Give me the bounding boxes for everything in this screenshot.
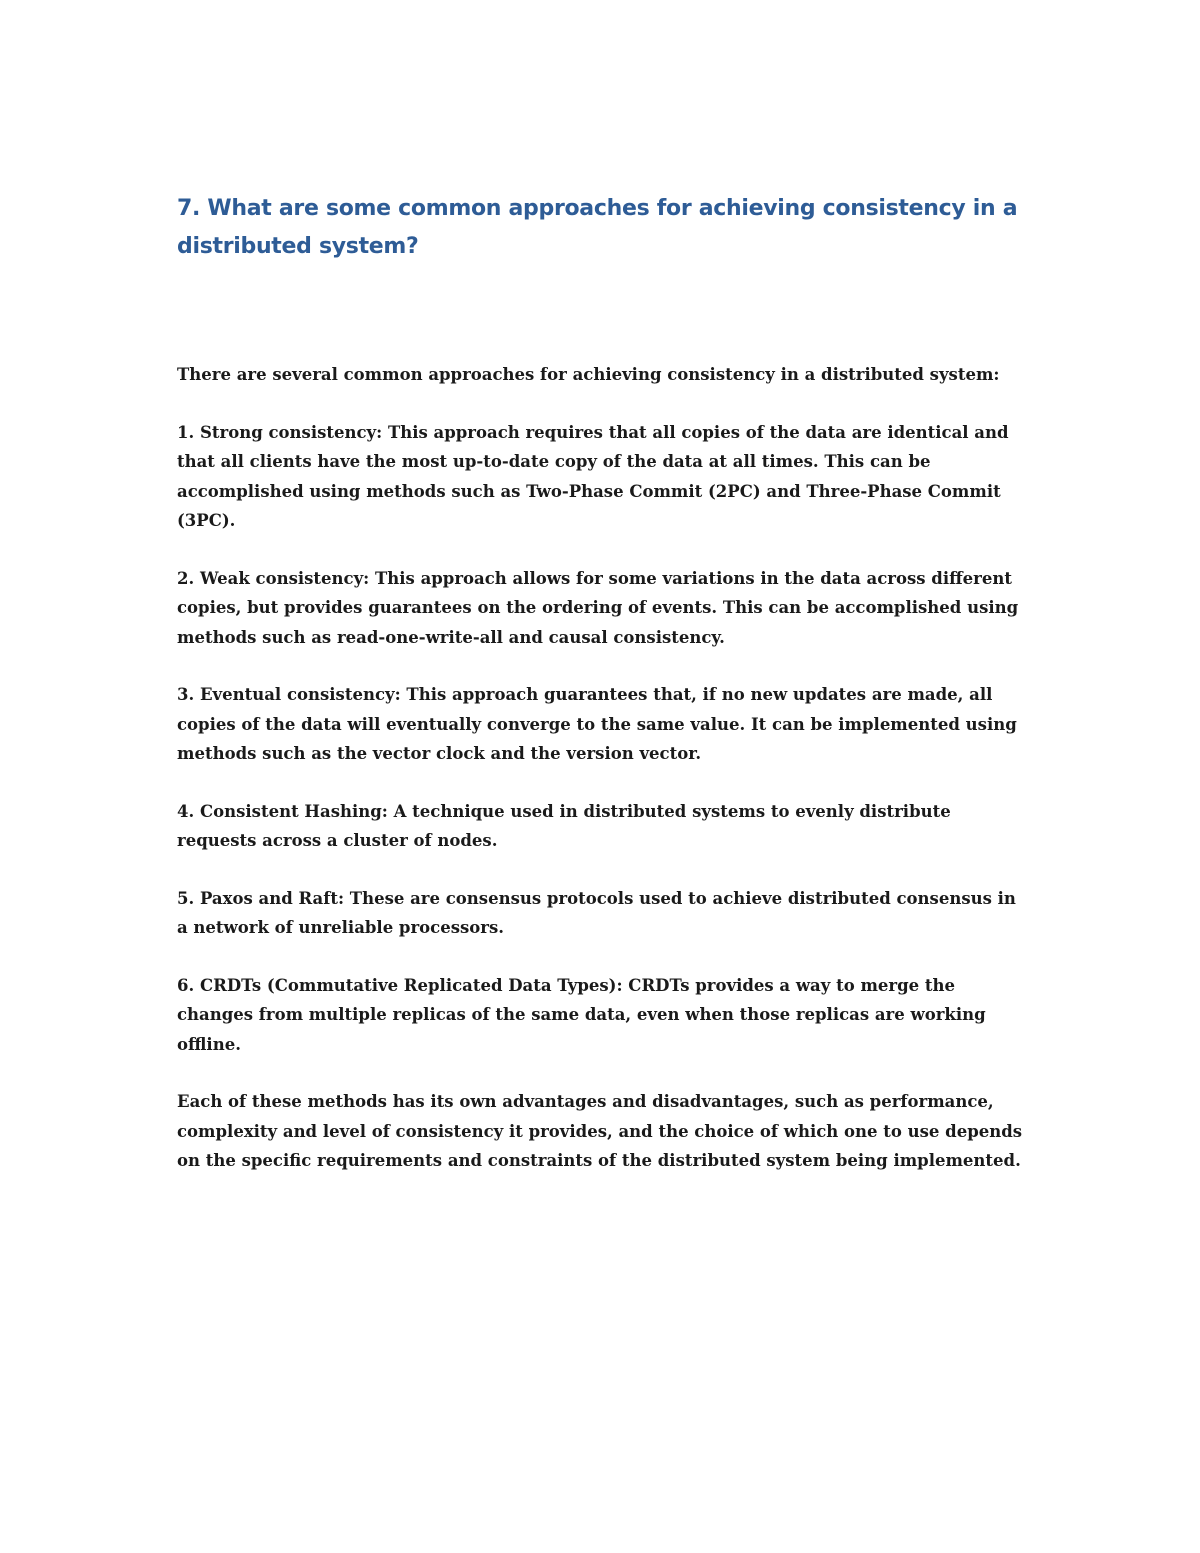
conclusion-paragraph: Each of these methods has its own advantages and disadvantages, such as performance, complexity and level of consistency it provides, and the choice of which one to use depends on the specific requirements and constraints of the distributed system being implemented. [177,1092,1023,1170]
list-item-consistent-hashing: 4. Consistent Hashing: A technique used in distributed systems to evenly distribute requests across a cluster of nodes. [177,801,951,850]
list-item-eventual-consistency: 3. Eventual consistency: This approach guarantees that, if no new updates are made, all copies of the data will eventually converge to the same value. It can be implemented using methods such as the vector clock and the version vector. [177,685,1017,763]
list-item-weak-consistency: 2. Weak consistency: This approach allows for some variations in the data across different copies, but provides guarantees on the ordering of events. This can be accomplished using methods such as read-one-write-all and causal consistency. [177,568,1019,647]
intro-paragraph: There are several common approaches for achieving consistency in a distributed system: [177,365,1000,384]
question-heading: 7. What are some common approaches for achieving consistency in a distributed system? [177,196,1018,259]
answer-body [177,360,1027,1176]
document-content [177,190,1027,1204]
list-item-strong-consistency: 1. Strong consistency: This approach requires that all copies of the data are identical and that all clients have the most up-to-date copy of the data at all times. This can be accomplished using methods such as Two-Phase Commit (2PC) and Three-Phase Commit (3PC). [177,422,1009,530]
list-item-paxos-raft: 5. Paxos and Raft: These are consensus protocols used to achieve distributed consensus in a network of unreliable processors. [177,888,1016,937]
list-item-crdts: 6. CRDTs (Commutative Replicated Data Types): CRDTs provides a way to merge the changes from multiple replicas of the same data, even when those replicas are working offline. [177,975,986,1054]
